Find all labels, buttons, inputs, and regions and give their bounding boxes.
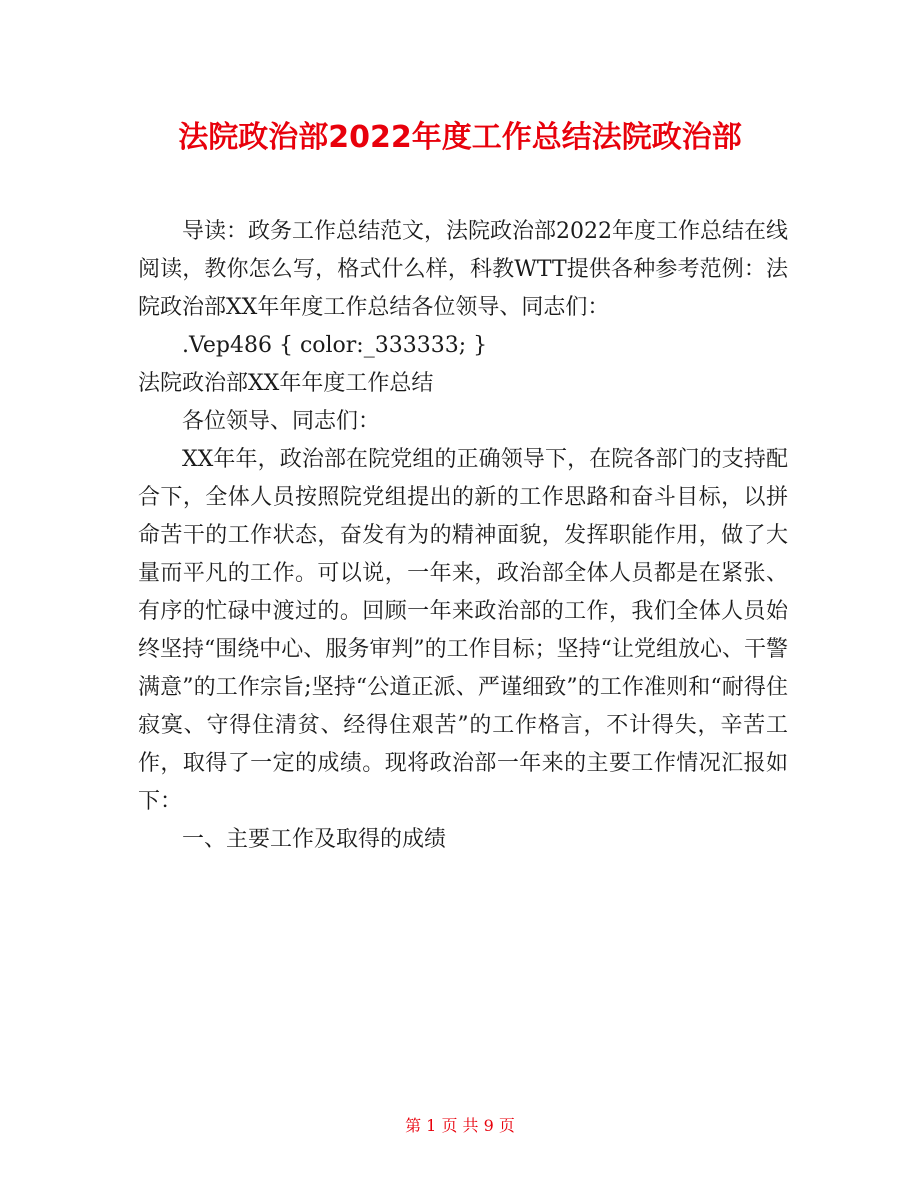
main-paragraph: XX年年，政治部在院党组的正确领导下，在院各部门的支持配合下，全体人员按照院党组提出的新的工作思路和奋斗目标，以拼命苦干的工作状态，奋发有为的精神面貌，发挥职能作用，做了大量而平凡的工作。可以说，一年来，政治部全体人员都是在紧张、有序的忙碌中渡过的。回顾一年来政治部的工作，我们全体人员始终坚持“围绕中心、服务审判”的工作目标；坚持“让党组放心、干警满意”的工作宗旨;坚持“公道正派、严谨细致”的工作准则和“耐得住寂寞、守得住清贫、经得住艰苦”的工作格言，不计得失，辛苦工作，取得了一定的成绩。现将政治部一年来的主要工作情况汇报如下： [138,447,788,814]
salutation: 各位领导、同志们： [182,409,381,434]
page-footer: 第 1 页 共 9 页 [405,1116,515,1135]
document-title: 法院政治部2022年度工作总结法院政治部 [178,120,742,155]
subsection-heading: 一、主要工作及取得的成绩 [182,827,447,852]
document-body [138,213,788,859]
intro-paragraph: 导读：政务工作总结范文，法院政治部2022年度工作总结在线阅读，教你怎么写，格式什么样，科教WTT提供各种参考范例：法院政治部XX年年度工作总结各位领导、同志们： [138,219,788,320]
section-heading: 法院政治部XX年年度工作总结 [138,371,434,396]
css-code-line: .Vep486 { color:_333333; } [182,333,488,358]
